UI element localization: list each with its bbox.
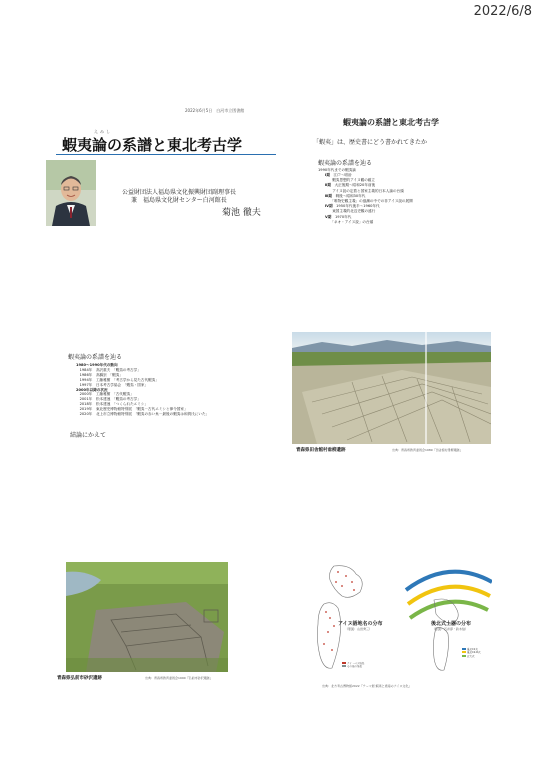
list-item: アイヌ説の定着と国家主義的日本人論の台頭 [332,188,404,193]
photo-source: 出典：青森県教育委員会1990『弘前市砂沢遺跡』 [145,676,213,680]
literature-list [76,363,209,417]
speaker-affiliation-1: 公益財団法人福島県文化振興財団副理事長 [122,189,237,196]
list-item: Ⅲ期 戦後～昭和30年代 [325,193,366,198]
speaker-name: 菊池 徹夫 [222,208,261,218]
slide-subheading: 蝦夷論の系譜を辿る [318,160,373,167]
legend-item: 後北C1式 [462,648,481,651]
list-item: 1984年 高沢重夫 「蝦夷の考古学」 [79,367,141,372]
list-item: 1986年 高橋崇 「蝦夷」 [79,372,123,377]
legend-item: その他の地名 [342,665,364,668]
list-item: 蝦夷思想的アイヌ観の確立 [332,178,375,183]
legend-item: 後北C2-D式 [462,651,481,654]
slide-title: 蝦夷論の系譜と東北考古学 [62,136,243,154]
list-item: 1994年 工藤雅樹 「考古学から見た古代蝦夷」 [79,377,159,382]
list-item: Ⅴ期 1970年代 [325,214,352,219]
speaker-portrait [46,160,96,226]
map-title: 後北式土器の分布 [431,621,472,627]
title-rule [56,154,276,155]
period-heading: 1990年代までの蝦夷論 [318,168,356,172]
excavation-photo [292,332,491,444]
list-item: 「唯物史観主義」の風潮の中での非アイヌ説の展開 [332,199,413,204]
speaker-affiliation-2: 兼 福島県文化財センター白河館長 [131,197,227,204]
list-item: 「ネオ・アイヌ説」の台頭 [332,219,374,224]
slide-title: 蝦夷論の系譜と東北考古学 [343,118,439,127]
excavation-photo [66,562,228,672]
lecture-meta: 2022年6月5日 白河市立図書館 [185,108,245,113]
list-item: 1997年 日本考古学協会 「蝦夷・国家」 [79,382,149,387]
photo-source: 出典：青森県教育委員会1989『田舎館村垂柳遺跡』 [392,448,463,452]
list-item: 2000年 工藤雅樹 「古代蝦夷」 [79,392,134,397]
print-date: 2022/6/8 [473,4,532,19]
slide-question: 「蝦夷」は、歴史書にどう書かれてきたか [313,139,428,146]
list-item: 2019年 東北歴史博物館特別展 「蝦夷－古代エミシと律令国家」 [79,407,188,412]
list-item: 2020年 北上市立博物館特別展 「蝦夷の赤い糸－最後の蝦夷は和賀氏にいた」 [79,412,210,417]
list-item: Ⅱ期 大正後期～昭和20年前後 [325,183,376,188]
list-item: 2018年 松本建速 「つくられたエミシ」 [79,402,149,407]
map-title: アイヌ語地名の分布 [338,621,383,627]
map-source: 出典：北方考古博物館2022『テーマ展 蝦夷と道南のアイヌ文化』 [322,684,412,688]
title-ruby: えみし [94,129,112,134]
legend-item: 北大式 [462,655,481,658]
map-subtitle: （原図：石井淳・鈴木信） [432,627,469,631]
photo-caption: 青森県田舎館村垂柳遺跡 [296,448,346,453]
map-legend [342,662,364,669]
map-subtitle: （原図：山田秀三） [345,627,373,631]
group-heading: 2000年以降の状況 [76,387,108,392]
distribution-maps [294,560,492,678]
list-item: Ⅳ期 1950年代後半～1960年代 [325,204,380,209]
list-item: Ⅰ期 江戸～明治 [325,173,352,177]
photo-caption: 青森県弘前市砂沢遺跡 [57,676,102,681]
legend-item: ナイ・ベツ地名 [342,662,364,665]
map-legend [462,648,481,658]
closing-heading: 結論にかえて [70,432,107,439]
list-item: 東国主義的北辺史観の盛行 [332,209,376,214]
period-list [325,173,413,225]
slide-title: 蝦夷論の系譜を辿る [68,354,123,361]
group-heading: 1980～1990年代の動向 [76,363,118,367]
list-item: 2001年 松本建速 「蝦夷の考古学」 [79,397,141,402]
